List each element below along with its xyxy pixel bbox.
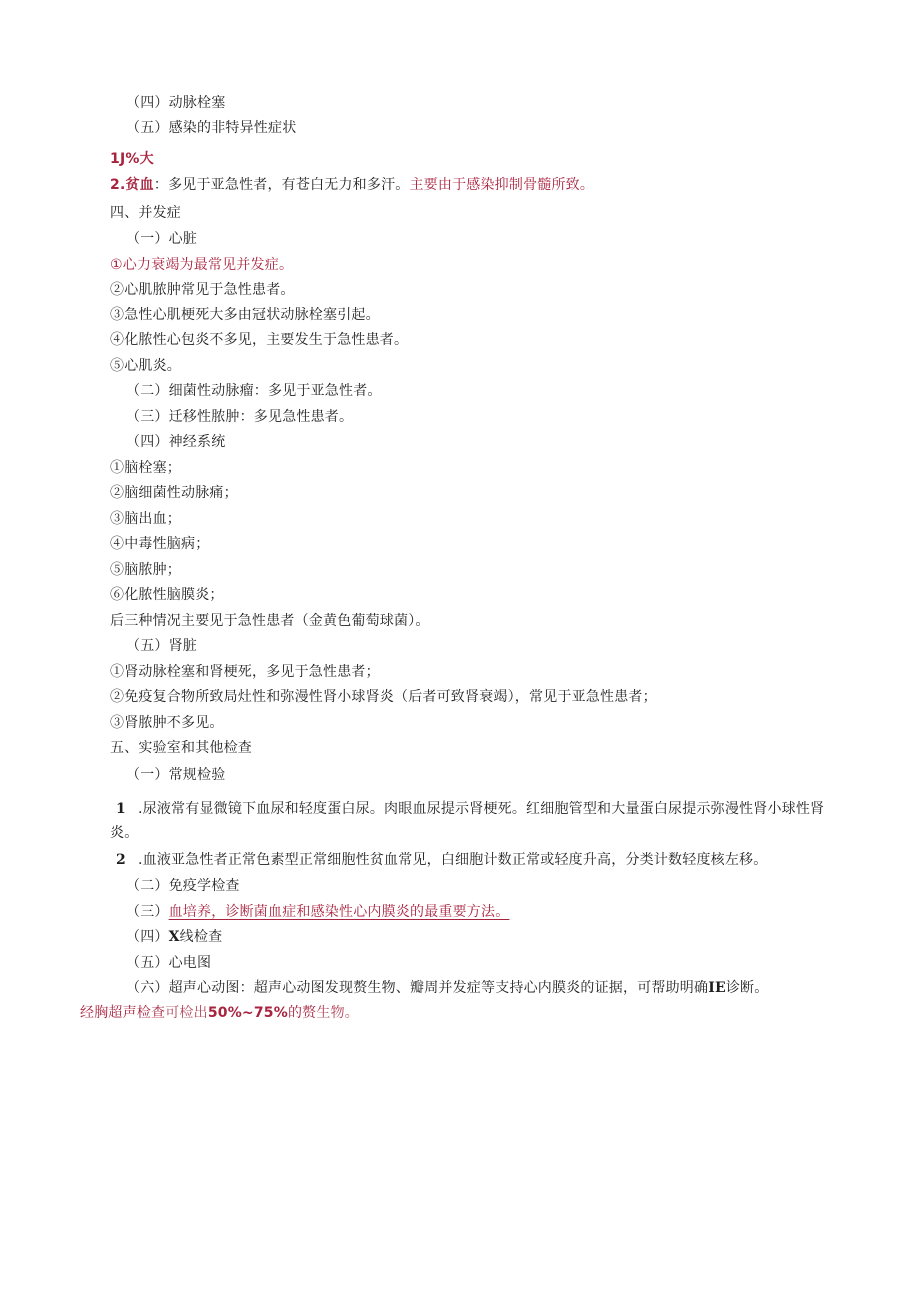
- kidney-item-2: ②免疫复合物所致局灶性和弥漫性肾小球肾炎（后者可致肾衰竭），常见于亚急性患者；: [110, 689, 657, 705]
- heading-heart: （一）心脏: [126, 231, 197, 247]
- heading-kidney: （五）肾脏: [126, 638, 197, 654]
- section-complications: 四、并发症: [110, 205, 181, 221]
- blood-culture-prefix: （三）: [126, 904, 169, 920]
- xray-label: 线检查: [179, 929, 223, 945]
- blood-test-number: 2: [116, 852, 126, 868]
- blood-test-paragraph: [110, 850, 767, 870]
- tte-text-2: 的赘: [287, 1005, 317, 1021]
- echo-text: （六）超声心动图：超声心动图发现赘生物、瓣周并发症等支持心内膜炎的证据，可帮助明确: [126, 980, 709, 996]
- xray-prefix: （四）: [126, 929, 169, 945]
- nervous-note: 后三种情况主要见于急性患者（金黄色葡萄球菌）。: [110, 613, 430, 629]
- nervous-item-1: ①脑栓塞；: [110, 460, 181, 476]
- urine-test-number: 1: [116, 801, 126, 817]
- blood-test-text: .血液亚急性者正常色素型正常细胞性贫血常见，白细胞计数正常或轻度升高，分类计数轻度核左移。: [138, 852, 768, 868]
- heading-nonspecific-symptoms: （五）感染的非特异性症状: [126, 120, 297, 136]
- heart-item-4: ④化脓性心包炎不多见，主要发生于急性患者。: [110, 332, 409, 348]
- tte-text: 可检出: [165, 1005, 208, 1021]
- nervous-item-2: ②脑细菌性动脉痛；: [110, 485, 238, 501]
- echo-ie: IE: [708, 980, 726, 996]
- ecg-item: （五）心电图: [126, 955, 212, 971]
- urine-test-paragraph: [110, 797, 825, 845]
- nervous-item-5: ⑤脑脓肿；: [110, 562, 181, 578]
- kidney-item-1: ①肾动脉栓塞和肾梗死，多见于急性患者；: [110, 664, 380, 680]
- anemia-item: [110, 175, 594, 195]
- tte-percent: 50%~75%: [207, 1005, 288, 1021]
- tte-label: 经胸超声检查: [80, 1005, 166, 1021]
- nervous-item-3: ③脑出血；: [110, 511, 181, 527]
- heading-routine-tests: （一）常规检验: [126, 767, 226, 783]
- xray-item: [126, 927, 222, 947]
- nervous-item-6: ⑥化脓性脑膜炎；: [110, 587, 224, 603]
- heading-immunology: （二）免疫学检查: [126, 878, 240, 894]
- anemia-label: 2.贫血: [110, 177, 154, 193]
- blood-culture-text: 血培养，诊断菌血症和感染性心内膜炎的最重要方法。: [168, 904, 510, 920]
- heart-item-5: ⑤心肌炎。: [110, 358, 181, 374]
- urine-test-text: .尿液常有显微镜下血尿和轻度蛋白尿。肉眼血尿提示肾梗死。红细胞管型和大量蛋白尿提示弥漫性肾小球性肾炎。: [110, 801, 825, 841]
- heading-arterial-embolism: （四）动脉栓塞: [126, 95, 226, 111]
- heading-aneurysm: （二）细菌性动脉瘤：多见于亚急性者。: [126, 383, 382, 399]
- tte-text-3: 生物。: [316, 1005, 359, 1021]
- heading-abscess: （三）迁移性脓肿：多见急性患者。: [126, 409, 354, 425]
- xray-letter: X: [168, 929, 180, 945]
- heading-nervous-system: （四）神经系统: [126, 434, 226, 450]
- splenomegaly-item: 1J%大: [110, 151, 154, 167]
- blood-culture-item: [126, 902, 509, 922]
- heart-item-2: ②心肌脓肿常见于急性患者。: [110, 282, 295, 298]
- section-lab-tests: 五、实验室和其他检查: [110, 740, 252, 756]
- anemia-desc: ：多见于亚急性者，有苍白无力和多汗。: [153, 177, 410, 193]
- kidney-item-3: ③肾脓肿不多见。: [110, 715, 224, 731]
- heart-item-3: ③急性心肌梗死大多由冠状动脉栓塞引起。: [110, 307, 380, 323]
- nervous-item-4: ④中毒性脑病；: [110, 536, 210, 552]
- echo-end: 诊断。: [725, 980, 769, 996]
- anemia-cause: 主要由于感染抑制骨髓所致。: [409, 177, 595, 193]
- tte-item: [80, 1003, 359, 1023]
- heart-item-1: ①心力衰竭为最常见并发症。: [110, 257, 294, 273]
- echo-item: [126, 978, 768, 998]
